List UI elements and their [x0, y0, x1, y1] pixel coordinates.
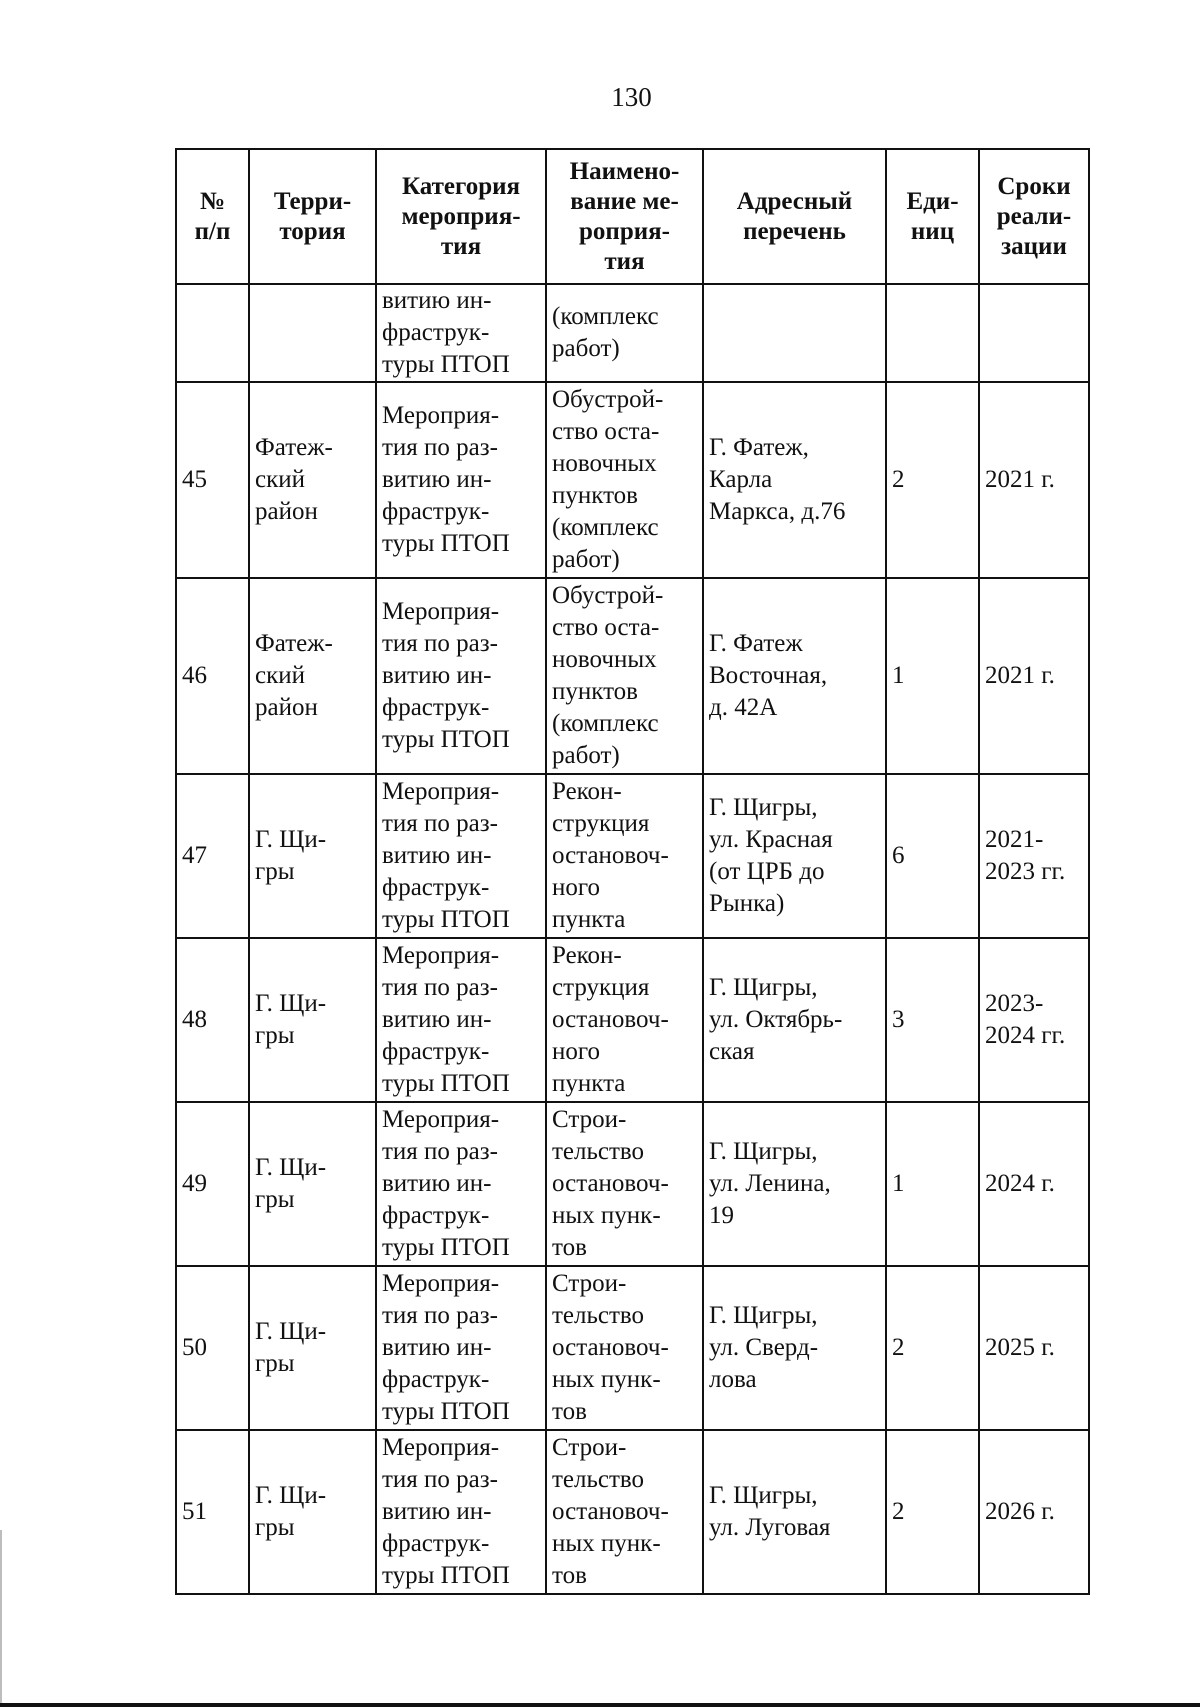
header-terms: Сроки реали- зации — [979, 149, 1089, 284]
cell-category: Мероприя- тия по раз- витию ин- фраструк- туры ПТОП — [376, 1266, 546, 1430]
cell-units: 1 — [886, 578, 979, 774]
table-row — [176, 1266, 1089, 1430]
cell-num: 47 — [176, 774, 249, 938]
table-row — [176, 578, 1089, 774]
header-territory: Терри- тория — [249, 149, 376, 284]
cell-name: Строи- тельство остановоч- ных пунк- тов — [546, 1102, 703, 1266]
cell-num: 50 — [176, 1266, 249, 1430]
cell-address: Г. Щигры, ул. Октябрь- ская — [703, 938, 886, 1102]
scan-left-edge — [0, 1530, 2, 1707]
cell-terms: 2025 г. — [979, 1266, 1089, 1430]
cell-num: 46 — [176, 578, 249, 774]
cell-units: 2 — [886, 1266, 979, 1430]
cell-category: Мероприя- тия по раз- витию ин- фраструк- туры ПТОП — [376, 938, 546, 1102]
page-number: 130 — [611, 82, 652, 112]
header-category: Категория мероприя- тия — [376, 149, 546, 284]
table-row — [176, 938, 1089, 1102]
cell-terms: 2021- 2023 гг. — [979, 774, 1089, 938]
scan-bottom-edge — [0, 1703, 1200, 1707]
measures-table — [175, 148, 1090, 1595]
cell-address: Г. Щигры, ул. Луговая — [703, 1430, 886, 1594]
header-name: Наимено- вание ме- роприя- тия — [546, 149, 703, 284]
table-header-row — [176, 149, 1089, 284]
cell-name: Строи- тельство остановоч- ных пунк- тов — [546, 1266, 703, 1430]
cell-address — [703, 284, 886, 382]
cell-territory: Г. Щи- гры — [249, 1266, 376, 1430]
cell-address: Г. Фатеж, Карла Маркса, д.76 — [703, 382, 886, 578]
cell-num: 48 — [176, 938, 249, 1102]
cell-territory: Г. Щи- гры — [249, 1430, 376, 1594]
cell-terms: 2026 г. — [979, 1430, 1089, 1594]
cell-address: Г. Фатеж Восточная, д. 42А — [703, 578, 886, 774]
continuation-row — [176, 284, 1089, 382]
cell-category: Мероприя- тия по раз- витию ин- фраструк- туры ПТОП — [376, 1430, 546, 1594]
cell-address: Г. Щигры, ул. Ленина, 19 — [703, 1102, 886, 1266]
cell-units: 2 — [886, 1430, 979, 1594]
cell-name: Рекон- струкция остановоч- ного пункта — [546, 774, 703, 938]
cell-units: 3 — [886, 938, 979, 1102]
cell-category: Мероприя- тия по раз- витию ин- фраструк- туры ПТОП — [376, 774, 546, 938]
cell-name: Обустрой- ство оста- новочных пунктов (комплекс работ) — [546, 578, 703, 774]
cell-num: 51 — [176, 1430, 249, 1594]
cell-units: 1 — [886, 1102, 979, 1266]
cell-name: (комплекс работ) — [546, 284, 703, 382]
cell-address: Г. Щигры, ул. Красная (от ЦРБ до Рынка) — [703, 774, 886, 938]
table-row — [176, 1102, 1089, 1266]
cell-address: Г. Щигры, ул. Сверд- лова — [703, 1266, 886, 1430]
table-row — [176, 382, 1089, 578]
cell-terms: 2021 г. — [979, 578, 1089, 774]
cell-category: витию ин- фраструк- туры ПТОП — [376, 284, 546, 382]
cell-num: 45 — [176, 382, 249, 578]
cell-name: Строи- тельство остановоч- ных пунк- тов — [546, 1430, 703, 1594]
cell-category: Мероприя- тия по раз- витию ин- фраструк- туры ПТОП — [376, 1102, 546, 1266]
table-row — [176, 1430, 1089, 1594]
cell-num — [176, 284, 249, 382]
cell-territory: Г. Щи- гры — [249, 1102, 376, 1266]
header-address: Адресный перечень — [703, 149, 886, 284]
table-row — [176, 774, 1089, 938]
cell-name: Обустрой- ство оста- новочных пунктов (комплекс работ) — [546, 382, 703, 578]
cell-terms — [979, 284, 1089, 382]
cell-name: Рекон- струкция остановоч- ного пункта — [546, 938, 703, 1102]
cell-territory: Фатеж- ский район — [249, 578, 376, 774]
cell-category: Мероприя- тия по раз- витию ин- фраструк- туры ПТОП — [376, 382, 546, 578]
cell-terms: 2024 г. — [979, 1102, 1089, 1266]
cell-category: Мероприя- тия по раз- витию ин- фраструк- туры ПТОП — [376, 578, 546, 774]
cell-units — [886, 284, 979, 382]
cell-territory — [249, 284, 376, 382]
cell-units: 2 — [886, 382, 979, 578]
cell-territory: Фатеж- ский район — [249, 382, 376, 578]
header-num: № п/п — [176, 149, 249, 284]
cell-territory: Г. Щи- гры — [249, 774, 376, 938]
cell-territory: Г. Щи- гры — [249, 938, 376, 1102]
cell-terms: 2021 г. — [979, 382, 1089, 578]
cell-units: 6 — [886, 774, 979, 938]
cell-terms: 2023- 2024 гг. — [979, 938, 1089, 1102]
header-units: Еди- ниц — [886, 149, 979, 284]
cell-num: 49 — [176, 1102, 249, 1266]
